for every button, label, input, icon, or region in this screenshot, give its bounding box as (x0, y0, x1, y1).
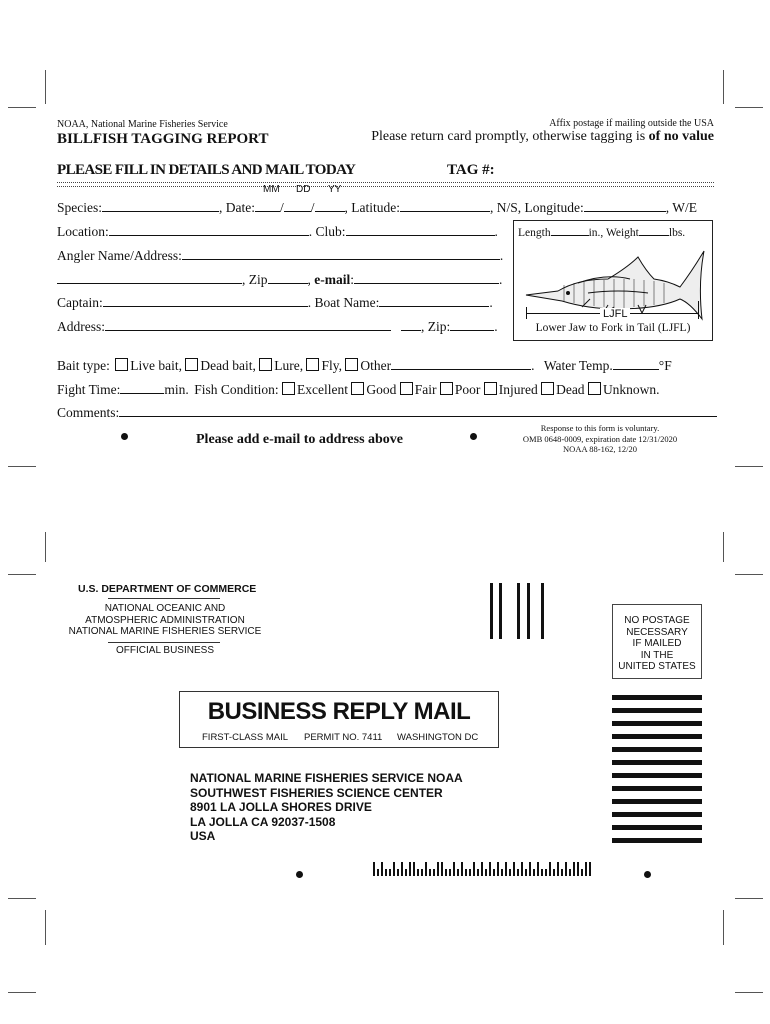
captain-state-field[interactable] (401, 318, 421, 331)
email-note: Please add e-mail to address above (196, 432, 404, 447)
email-field[interactable] (354, 271, 499, 284)
zip-field[interactable] (268, 271, 308, 284)
captain-zip-field[interactable] (450, 318, 494, 331)
zip2-end: . (494, 319, 498, 334)
weight-unit: lbs. (668, 227, 686, 239)
date-year-field[interactable] (315, 199, 345, 212)
condition-excellent-label: Excellent (296, 382, 348, 397)
angler-address-field[interactable] (57, 271, 242, 284)
date-label: , Date: (219, 200, 255, 215)
postage-line: NECESSARY (626, 626, 688, 638)
location-field[interactable] (109, 223, 309, 236)
club-label: . Club: (308, 224, 346, 239)
bait-row (57, 357, 672, 374)
location-label: Location: (57, 224, 109, 239)
bait-dead-label: Dead bait, (200, 358, 256, 373)
zip-label: , Zip (242, 272, 268, 287)
indicia-bar (612, 747, 702, 752)
bait-end: . (531, 358, 535, 373)
latitude-field[interactable] (400, 199, 490, 212)
date-hint-month: MM (263, 184, 280, 195)
water-temp-unit: °F (658, 358, 672, 373)
angler-row (57, 247, 503, 264)
first-class-mail: FIRST-CLASS MAIL (202, 732, 289, 743)
fim-bar (490, 583, 493, 639)
fim-bar (499, 583, 502, 639)
bait-fly-checkbox[interactable] (306, 358, 319, 371)
no-postage-box (612, 604, 702, 679)
crop-mark (8, 574, 36, 575)
angler-end: . (499, 248, 504, 263)
address-label: Address: (57, 319, 105, 334)
bait-other-checkbox[interactable] (345, 358, 358, 371)
water-temp-field[interactable] (613, 357, 659, 370)
condition-dead-label: Dead (556, 382, 585, 397)
latitude-label: , Latitude: (344, 200, 401, 215)
ljfl-caption: Lower Jaw to Fork in Tail (LJFL) (535, 322, 691, 334)
business-reply-title: BUSINESS REPLY MAIL (207, 698, 471, 725)
address-line: USA (190, 829, 216, 843)
crop-mark (45, 910, 46, 945)
species-label: Species: (57, 200, 102, 215)
ljfl-label: LJFL (600, 308, 630, 320)
comments-label: Comments: (57, 405, 120, 420)
fim-bar (527, 583, 530, 639)
longitude-label: , N/S, Longitude: (490, 200, 584, 215)
bait-live-checkbox[interactable] (115, 358, 128, 371)
measurement-box (513, 220, 713, 341)
species-field[interactable] (102, 199, 219, 212)
indicia-bar (612, 734, 702, 739)
fight-row (57, 381, 660, 398)
noaa-line-1: NATIONAL OCEANIC AND (104, 603, 226, 614)
postage-line: UNITED STATES (618, 661, 696, 673)
fish-condition-label: Fish Condition: (194, 382, 279, 397)
crop-mark (8, 466, 36, 467)
bait-other-label: Other (360, 358, 392, 373)
bait-fly-label: Fly, (321, 358, 342, 373)
location-row (57, 223, 498, 240)
indicia-bar (612, 760, 702, 765)
indicia-bar (612, 708, 702, 713)
omb-notice (500, 423, 700, 455)
crop-mark (723, 532, 724, 562)
date-slash: / (280, 200, 284, 215)
date-hint-year: YY (328, 184, 342, 195)
ljfl-tick-right (698, 301, 699, 319)
email-label: e-mail (314, 272, 351, 287)
condition-dead-checkbox[interactable] (541, 382, 554, 395)
condition-fair-checkbox[interactable] (400, 382, 413, 395)
agency-underline (108, 642, 220, 643)
postage-line: IN THE (640, 649, 674, 661)
noaa-line-2: ATMOSPHERIC ADMINISTRATION (85, 614, 245, 626)
bait-lure-checkbox[interactable] (259, 358, 272, 371)
ljfl-tick-left (526, 307, 527, 319)
condition-fair-label: Fair (414, 382, 437, 397)
fight-time-field[interactable] (120, 381, 164, 394)
indicia-bar (612, 838, 702, 843)
nmfs-line: NATIONAL MARINE FISHERIES SERVICE (68, 626, 262, 637)
department-name: U.S. DEPARTMENT OF COMMERCE (78, 583, 257, 595)
date-month-field[interactable] (255, 199, 280, 212)
postage-line: NO POSTAGE (624, 615, 690, 626)
indicia-bar (612, 812, 702, 817)
crop-mark (735, 992, 763, 993)
boat-name-label: . Boat Name: (307, 295, 380, 310)
condition-poor-label: Poor (454, 382, 481, 397)
bait-other-field[interactable] (391, 357, 531, 370)
boat-end: . (489, 295, 493, 310)
crop-mark (8, 992, 36, 993)
condition-excellent-checkbox[interactable] (282, 382, 295, 395)
crop-mark (45, 532, 46, 562)
date-slash: / (310, 200, 315, 215)
form-number: NOAA 88-162, 12/20 (563, 444, 637, 454)
club-end: . (494, 224, 498, 239)
indicia-bar (612, 786, 702, 791)
angler-field[interactable] (182, 247, 500, 260)
fill-instruction: PLEASE FILL IN DETAILS AND MAIL TODAY (57, 162, 356, 178)
bait-live-label: Live bait, (130, 358, 182, 373)
permit-city: WASHINGTON DC (397, 732, 479, 743)
address-line: LA JOLLA CA 92037-1508 (190, 814, 336, 829)
condition-good-checkbox[interactable] (351, 382, 364, 395)
condition-unknown-checkbox[interactable] (588, 382, 601, 395)
we-label: , W/E (665, 200, 698, 215)
omb-number: OMB 0648-0009, expiration date 12/31/2020 (522, 433, 678, 444)
condition-injured-checkbox[interactable] (484, 382, 497, 395)
crop-mark (45, 70, 46, 104)
fight-time-label: Fight Time: (57, 382, 121, 397)
hole-bullet (121, 433, 128, 440)
club-field[interactable] (346, 223, 495, 236)
bait-type-label: Bait type: (57, 358, 110, 373)
weight-field[interactable] (639, 225, 669, 236)
voluntary-note: Response to this form is voluntary. (540, 423, 660, 433)
agency-block (62, 603, 268, 638)
comments-row (57, 404, 717, 421)
crop-mark (723, 910, 724, 945)
return-note (371, 129, 714, 145)
hole-bullet (470, 433, 477, 440)
indicia-bar (612, 721, 702, 726)
captain-field[interactable] (103, 294, 308, 307)
crop-mark (723, 70, 724, 104)
date-day-field[interactable] (284, 199, 311, 212)
captain-address-field[interactable] (105, 318, 391, 331)
address-line: NATIONAL MARINE FISHERIES SERVICE NOAA (190, 771, 463, 785)
condition-unknown-label: Unknown. (602, 382, 660, 397)
angler-label: Angler Name/Address: (57, 248, 182, 263)
captain-address-row (57, 318, 498, 335)
captain-label: Captain: (57, 295, 103, 310)
indicia-bar (612, 825, 702, 830)
email-colon: : (350, 272, 355, 287)
postage-line: IF MAILED (632, 638, 682, 650)
dept-underline (108, 598, 220, 599)
email-end: . (499, 272, 503, 287)
crop-mark (8, 107, 36, 108)
official-business: OFFICIAL BUSINESS (116, 645, 214, 656)
length-field[interactable] (551, 225, 589, 236)
length-weight-row (518, 225, 685, 239)
captain-row (57, 294, 493, 311)
hole-bullet (644, 871, 651, 878)
longitude-field[interactable] (584, 199, 666, 212)
postnet-barcode (373, 862, 593, 878)
length-label: Length (518, 227, 551, 239)
fight-time-unit: min. (164, 382, 189, 397)
address-line: SOUTHWEST FISHERIES SCIENCE CENTER (190, 785, 443, 800)
business-reply-box (179, 691, 499, 748)
hole-bullet (296, 871, 303, 878)
condition-poor-checkbox[interactable] (440, 382, 453, 395)
recipient-address (190, 771, 463, 844)
crop-mark (735, 107, 763, 108)
crop-mark (8, 898, 36, 899)
return-note-text: Please return card promptly, otherwise tagging is (371, 129, 649, 144)
angler-address-row (57, 271, 502, 288)
dotted-separator (57, 182, 714, 187)
zip2-label: , Zip: (421, 319, 451, 334)
affix-postage-note: Affix postage if mailing outside the USA (549, 118, 714, 129)
fim-bar (541, 583, 544, 639)
comments-field[interactable] (119, 404, 717, 417)
indicia-bar (612, 773, 702, 778)
indicia-bar (612, 799, 702, 804)
date-hint-day: DD (296, 184, 311, 195)
condition-injured-label: Injured (498, 382, 538, 397)
boat-name-field[interactable] (379, 294, 489, 307)
tag-number-label: TAG #: (447, 162, 495, 178)
crop-mark (735, 898, 763, 899)
address-line: 8901 LA JOLLA SHORES DRIVE (190, 800, 372, 814)
email-separator: , (307, 272, 315, 287)
indicia-bar (612, 695, 702, 700)
bait-lure-label: Lure, (274, 358, 304, 373)
agency-name: NOAA, National Marine Fisheries Service (57, 119, 228, 130)
fim-bar (517, 583, 520, 639)
bait-dead-checkbox[interactable] (185, 358, 198, 371)
condition-good-label: Good (366, 382, 397, 397)
length-unit: in., Weight (588, 227, 639, 239)
species-row (57, 199, 697, 216)
return-note-emphasis: of no value (648, 129, 714, 144)
water-temp-label: Water Temp. (543, 358, 613, 373)
crop-mark (735, 574, 763, 575)
crop-mark (735, 466, 763, 467)
permit-number: PERMIT NO. 7411 (304, 732, 383, 743)
form-title: BILLFISH TAGGING REPORT (57, 131, 269, 147)
